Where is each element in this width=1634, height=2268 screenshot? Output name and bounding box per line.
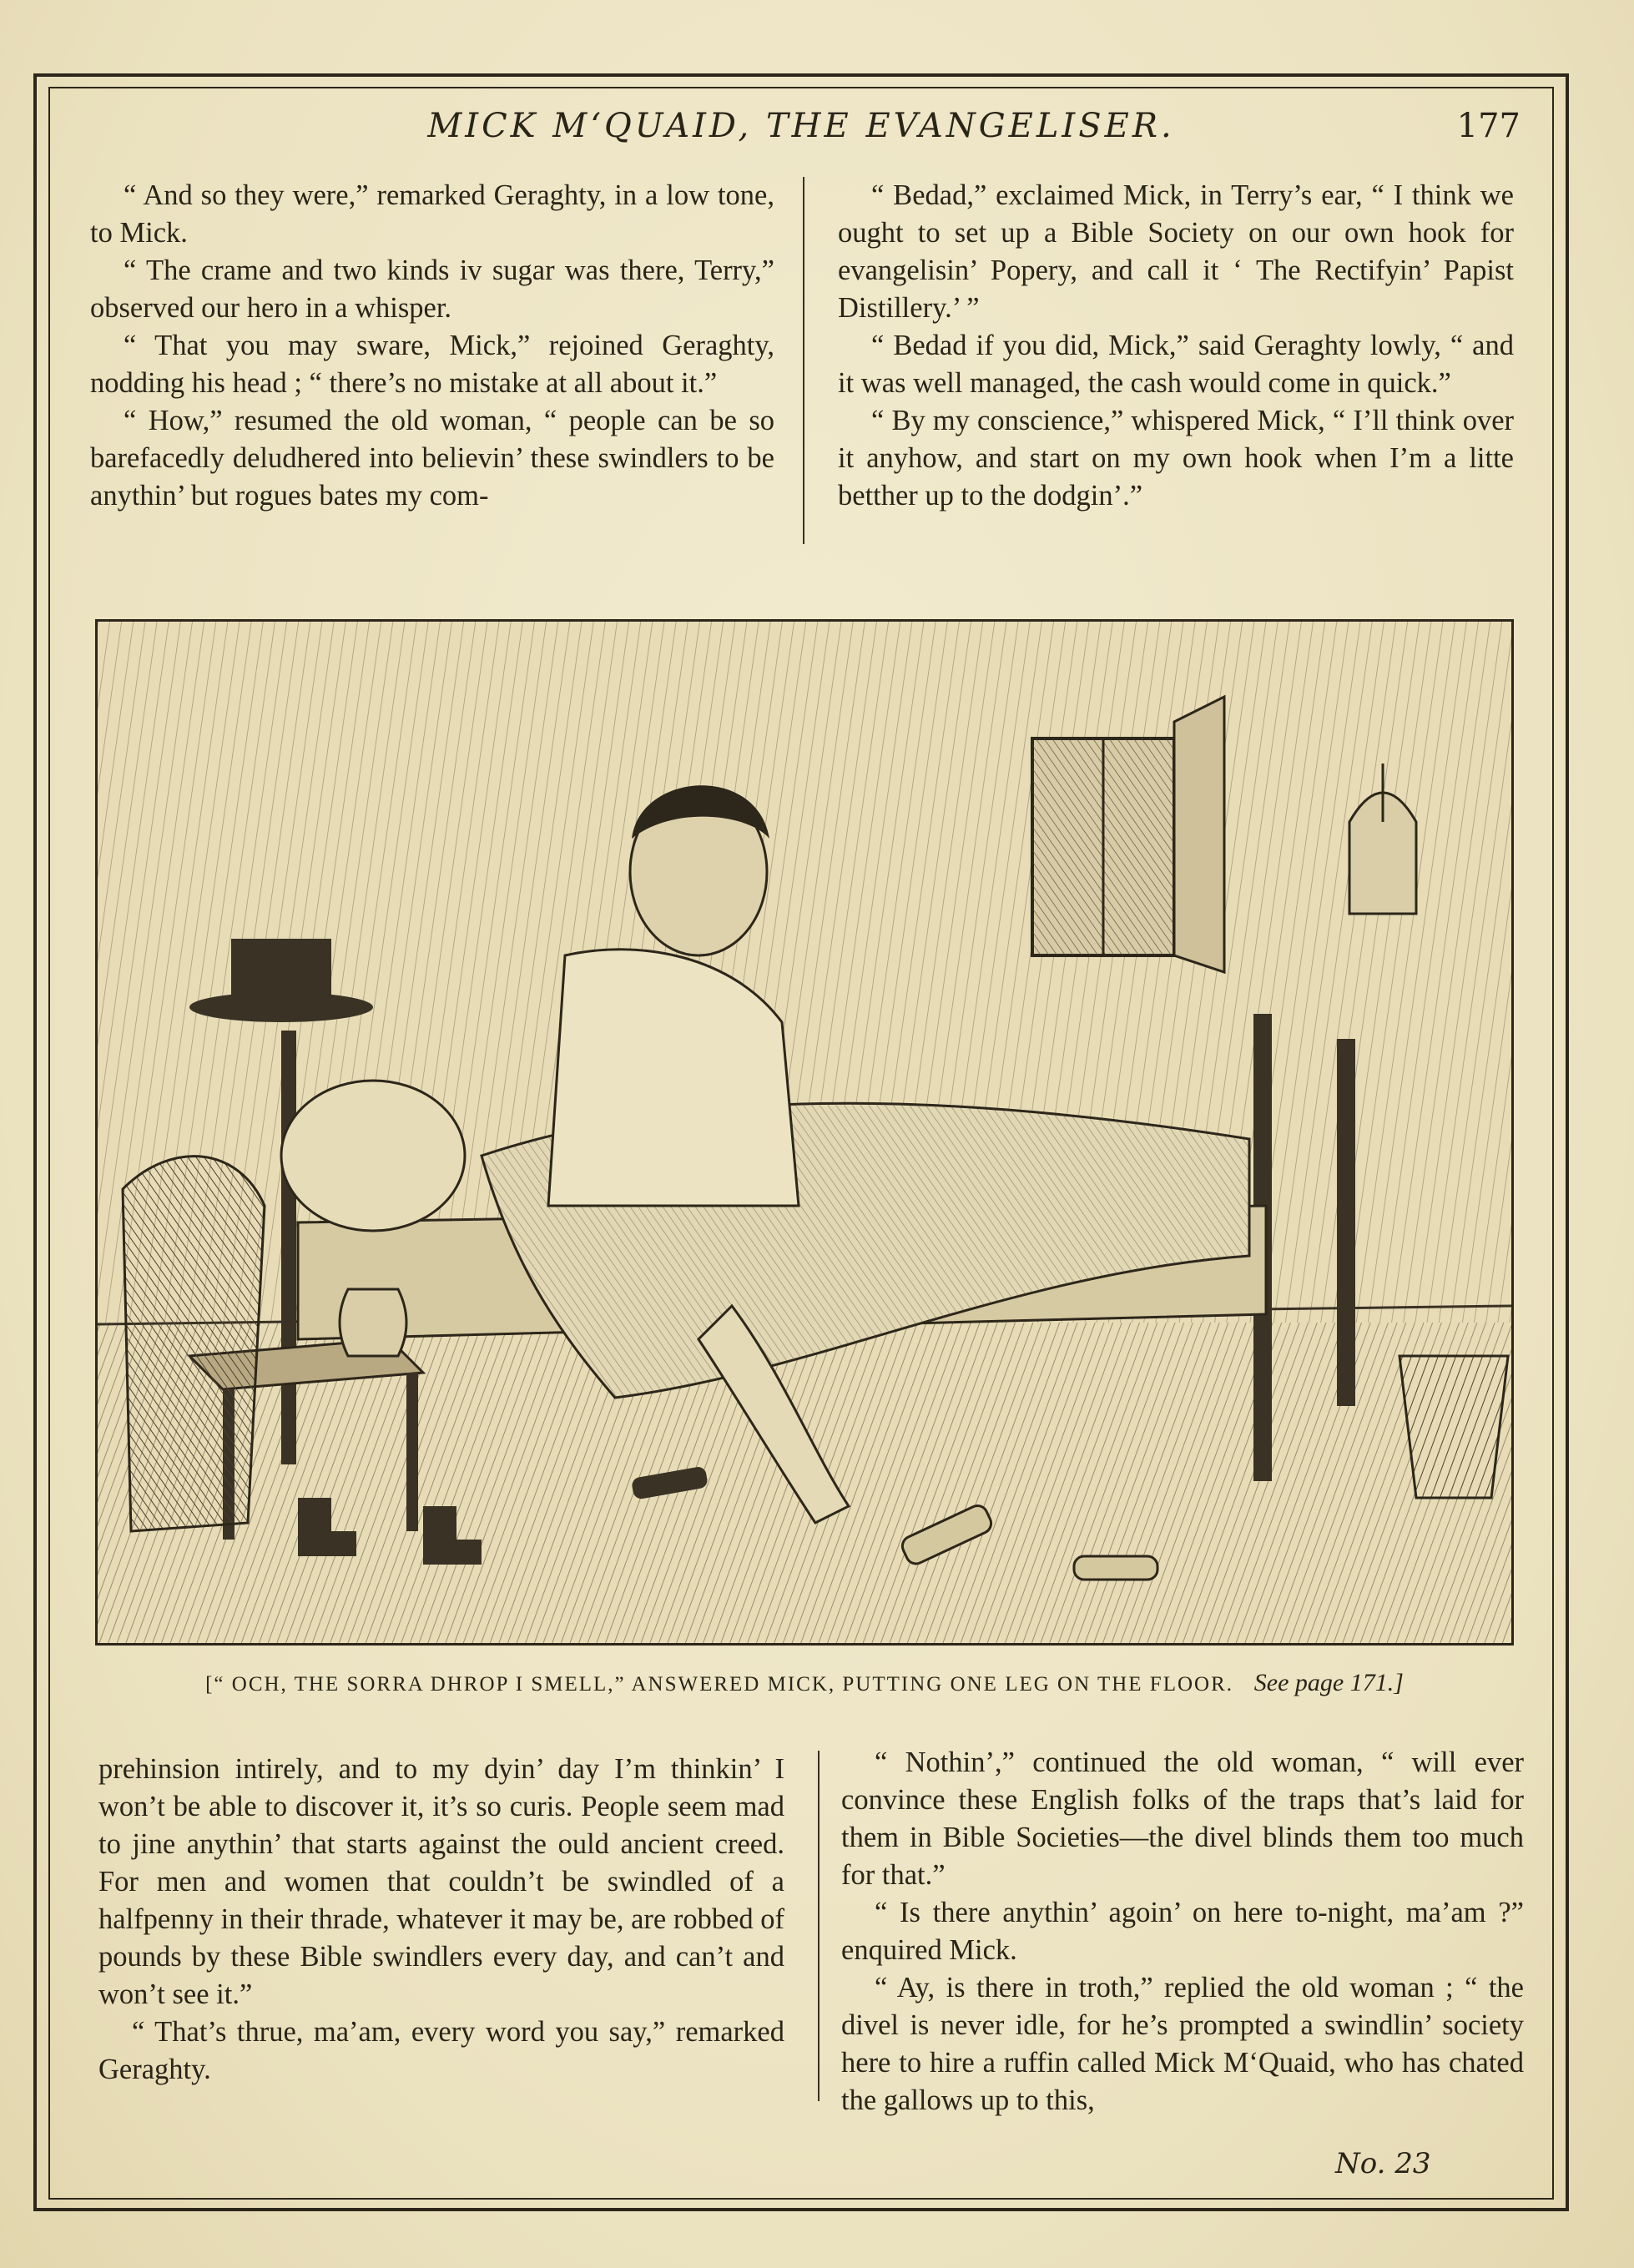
paragraph: “ That you may sware, Mick,” rejoined Geraghty, nodding his head ; “ there’s no mistake at all about it.” (90, 330, 774, 399)
column-rule (818, 1751, 820, 2101)
upper-left-column (90, 177, 774, 515)
paragraph: “ And so they were,” remarked Geraghty, in a low tone, to Mick. (90, 179, 774, 249)
paragraph: “ Is there anythin’ agoin’ on here to-night, ma’am ?” enquired Mick. (841, 1897, 1524, 1966)
running-head (48, 107, 1554, 157)
paragraph: “ Bedad,” exclaimed Mick, in Terry’s ear, “ I think we ought to set up a Bible Society on our own hook for evangelisin’ Popery, and call it ‘ The Rectifyin’ Papist Distillery.’ ” (838, 179, 1514, 324)
paragraph: “ The crame and two kinds iv sugar was there, Terry,” observed our hero in a whisper. (90, 255, 774, 324)
bedroom-engraving (98, 622, 1511, 1643)
paragraph: “ Nothin’,” continued the old woman, “ will ever convince these English folks of the traps that’s laid for them in Bible Societies—the divel blinds them too much for that.” (841, 1746, 1524, 1891)
paragraph: “ By my conscience,” whispered Mick, “ I’ll think over it anyhow, and start on my own hook when I’m a litte betther up to the dodgin’.” (838, 405, 1514, 512)
paragraph: “ How,” resumed the old woman, “ people can be so barefacedly deludhered into believin’ these swindlers to be anythin’ but rogues bates my com- (90, 405, 774, 512)
illustration-caption (95, 1669, 1514, 1697)
lower-left-column (98, 1751, 784, 2089)
page-number: 177 (1456, 107, 1521, 145)
engraving-illustration (95, 619, 1514, 1646)
caption-text: [“ OCH, THE SORRA DHROP I SMELL,” ANSWERED MICK, PUTTING ONE LEG ON THE FLOOR. (205, 1673, 1234, 1696)
running-title: MICK M‘QUAID, THE EVANGELISER. (427, 107, 1175, 145)
paragraph: “ Bedad if you did, Mick,” said Geraghty lowly, “ and it was well managed, the cash would come in quick.” (838, 330, 1514, 399)
paragraph: “ Ay, is there in troth,” replied the old woman ; “ the divel is never idle, for he’s prompted a swindlin’ society here to hire a ruffin called Mick M‘Quaid, who has chated the gallows up to this, (841, 1972, 1524, 2116)
caption-page-reference: See page 171.] (1253, 1669, 1404, 1696)
column-rule (803, 177, 804, 544)
paragraph: “ That’s thrue, ma’am, every word you say,” remarked Geraghty. (98, 2016, 784, 2085)
paragraph: prehinsion intirely, and to my dyin’ day I’m thinkin’ I won’t be able to discover it, it’s so curis. People seem mad to jine anythin’ that starts against the ould ancient creed. For men and women that couldn’t be swindled of a halfpenny in their thrade, whatever it may be, are robbed of pounds by these Bible swindlers every day, and can’t and won’t see it.” (98, 1753, 784, 2010)
signature-mark: No. 23 (1335, 2147, 1431, 2180)
lower-right-column (841, 1744, 1524, 2119)
upper-right-column (838, 177, 1514, 515)
